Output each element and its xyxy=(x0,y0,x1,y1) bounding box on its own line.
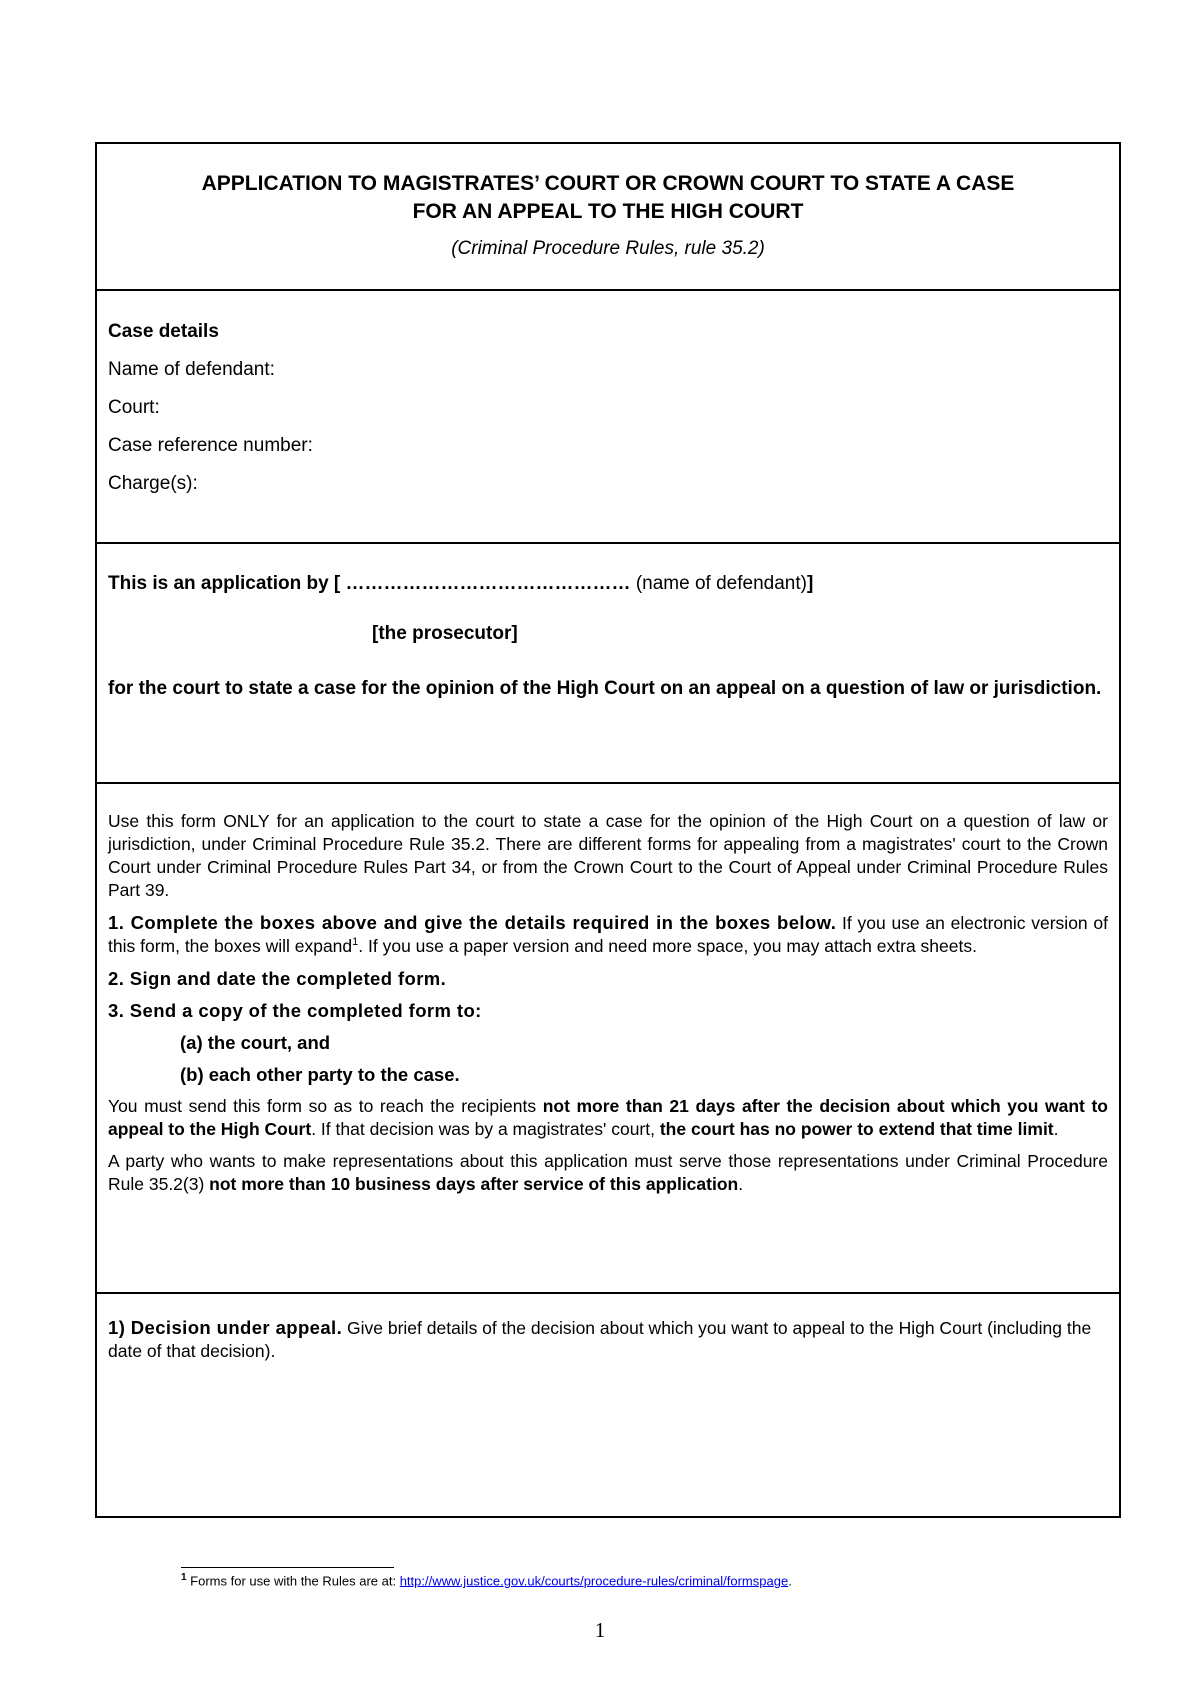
decision-under-appeal-section[interactable] xyxy=(97,1294,1119,1516)
footnote-rule xyxy=(181,1567,394,1568)
case-details-section xyxy=(97,291,1119,544)
decision-heading: 1) Decision under appeal. xyxy=(108,1317,343,1338)
instruction-step-3a: (a) the court, and xyxy=(180,1032,331,1053)
application-form xyxy=(95,142,1121,1518)
instructions-intro: Use this form ONLY for an application to the court to state a case for the opinion of the High Court on a question of law or jurisdiction, under Criminal Procedure Rule 35.2. There are different forms for appealing from a magistrates' court to the Crown Court under Criminal Procedure Rules Part 34, or from the Crown Court to the Court of Appeal under Criminal Procedure Rules Part 39. xyxy=(108,811,1108,900)
case-details-heading: Case details xyxy=(108,321,219,342)
step1-text-b: . If you use a paper version and need more space, you may attach extra sheets. xyxy=(358,936,977,956)
form-title-line2: FOR AN APPEAL TO THE HIGH COURT xyxy=(412,200,804,223)
deadline-d: the court has no power to extend that time limit xyxy=(659,1119,1054,1139)
deadline-b: not more than 21 days after the decision about which you want to appeal to the High Court xyxy=(108,1096,1108,1139)
form-header xyxy=(97,144,1119,291)
applicant-label: This is an application by [ ……………………………………… xyxy=(108,573,636,594)
footnote xyxy=(181,1572,792,1588)
decision-text: Give brief details of the decision about which you want to appeal to the High Court (including the date of that decision). xyxy=(108,1318,1092,1361)
reps-a: A party who wants to make representations about this application must serve those representations under Criminal Procedure Rule 35.2(3) xyxy=(108,1151,1108,1194)
footnote-ref: 1 xyxy=(352,936,359,949)
application-purpose: for the court to state a case for the opinion of the High Court on an appeal on a question of law or jurisdiction. xyxy=(108,678,1102,699)
footnote-end: . xyxy=(788,1573,792,1589)
defendant-option: (name of defendant) xyxy=(635,573,807,594)
form-title-line1: APPLICATION TO MAGISTRATES’ COURT OR CROWN COURT TO STATE A CASE xyxy=(201,172,1015,195)
deadline-c: . If that decision was by a magistrates' court, xyxy=(311,1119,660,1139)
applicant-line[interactable] xyxy=(108,570,1108,598)
form-title xyxy=(108,170,1108,226)
instruction-step-2: 2. Sign and date the completed form. xyxy=(108,968,447,989)
footnote-text: Forms for use with the Rules are at: xyxy=(186,1573,400,1589)
instruction-step-1 xyxy=(108,911,1108,958)
deadline-e: . xyxy=(1053,1119,1059,1139)
charges-field[interactable]: Charge(s): xyxy=(108,473,198,494)
applicant-section xyxy=(97,544,1119,784)
reps-c: . xyxy=(738,1174,744,1194)
instruction-step-3b: (b) each other party to the case. xyxy=(180,1064,460,1085)
instruction-step-3: 3. Send a copy of the completed form to: xyxy=(108,1000,482,1021)
step1-bold: 1. Complete the boxes above and give the details required in the boxes below. xyxy=(108,912,837,933)
form-subtitle: (Criminal Procedure Rules, rule 35.2) xyxy=(451,238,765,259)
instructions-section xyxy=(97,784,1119,1294)
step1-text-a: If you use an electronic version of this form, the boxes will expand xyxy=(108,913,1108,956)
case-reference-field[interactable]: Case reference number: xyxy=(108,435,313,456)
deadline-a: You must send this form so as to reach the recipients xyxy=(108,1096,543,1116)
forms-link[interactable]: http://www.justice.gov.uk/courts/procedure-rules/criminal/formspage xyxy=(399,1573,789,1589)
deadline-paragraph xyxy=(108,1095,1108,1141)
reps-b: not more than 10 business days after service of this application xyxy=(209,1174,739,1194)
page-number: 1 xyxy=(594,1618,606,1642)
court-field[interactable]: Court: xyxy=(108,397,160,418)
representations-paragraph xyxy=(108,1150,1108,1196)
footnote-marker: 1 xyxy=(181,1572,187,1583)
prosecutor-option[interactable]: [the prosecutor] xyxy=(372,623,518,644)
defendant-name-field[interactable]: Name of defendant: xyxy=(108,359,275,380)
close-bracket: ] xyxy=(806,573,814,594)
